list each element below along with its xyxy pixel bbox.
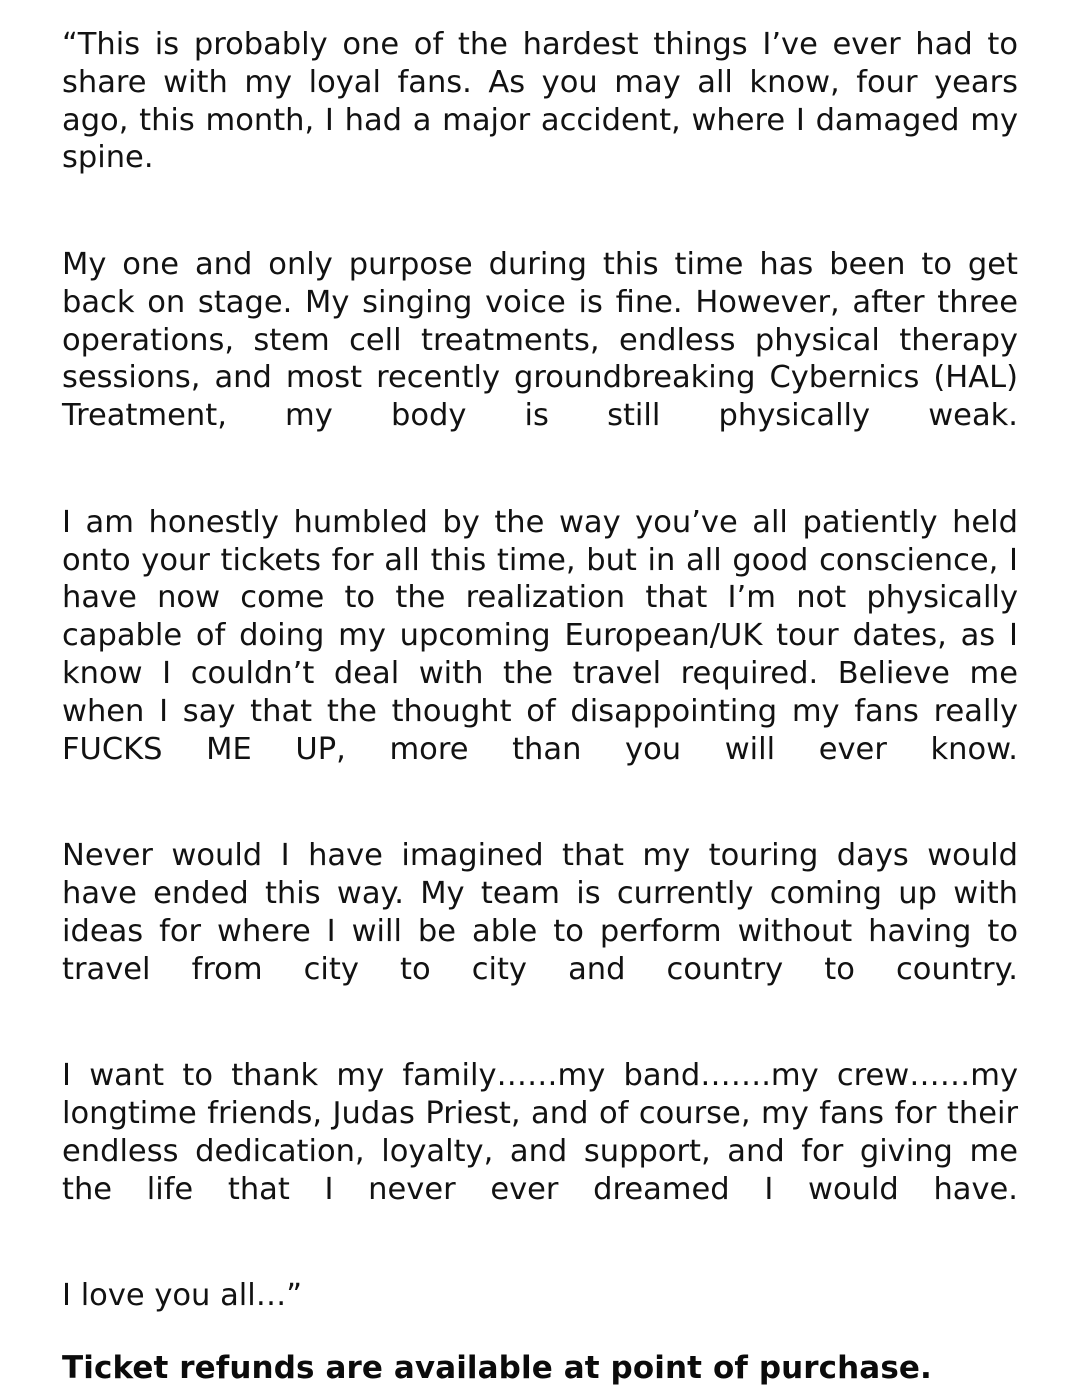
statement-paragraph-5: I want to thank my family……my band…….my crew……my longtime friends, Judas Priest, and of course, my fans for their endless dedication, loyalty, and support, and for giving me the life that I never ever dreamed I would have. xyxy=(62,1058,1018,1207)
statement-paragraph-3: I am honestly humbled by the way you’ve all patiently held onto your tickets for all this time, but in all good conscience, I have now come to the realization that I’m not physically capable of doing my upcoming European/UK tour dates, as I know I couldn’t deal with the travel required. Believe me when I say that the thought of disappointing my fans really FUCKS ME UP, more than you will ever know. xyxy=(62,504,1018,767)
ticket-refund-notice: Ticket refunds are available at point of purchase. xyxy=(62,1349,932,1386)
statement-paragraph-2: My one and only purpose during this time has been to get back on stage. My singing voice is fine. However, after three operations, stem cell treatments, endless physical therapy sessions, and most recently groundbreaking Cybernics (HAL) Treatment, my body is still physically weak. xyxy=(62,246,1018,434)
statement-paragraph-1: “This is probably one of the hardest things I’ve ever had to share with my loyal fans. As you may all know, four years ago, this month, I had a major accident, where I damaged my spine. xyxy=(62,27,1018,176)
statement-closing-line: I love you all…” xyxy=(62,1278,303,1314)
statement-paragraph-4: Never would I have imagined that my touring days would have ended this way. My team is currently coming up with ideas for where I will be able to perform without having to travel from city to city and country to country. xyxy=(62,838,1018,987)
